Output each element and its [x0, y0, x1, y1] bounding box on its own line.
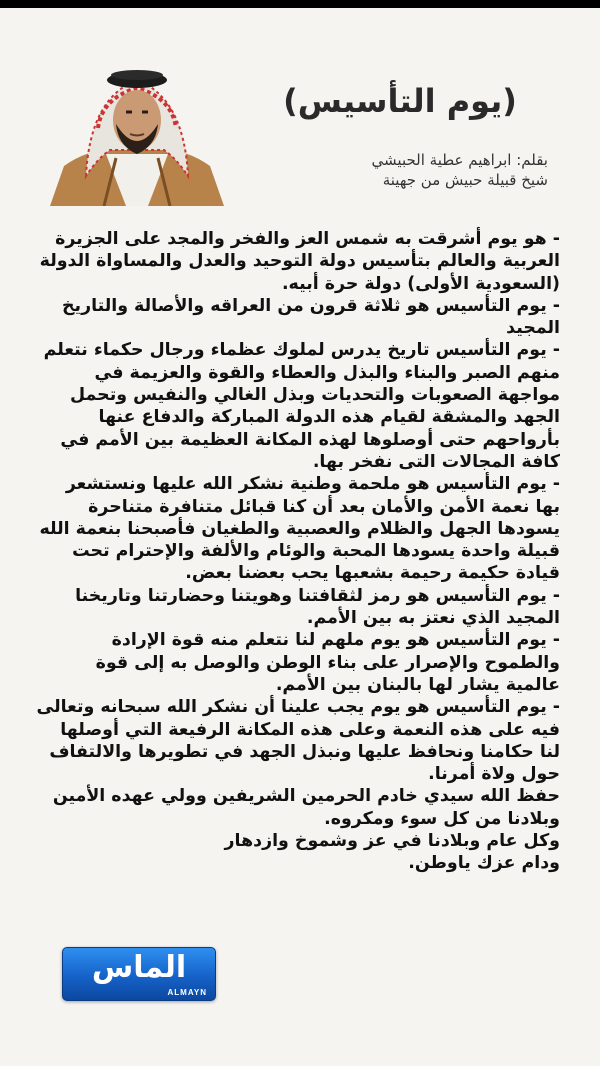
- logo-latin-text: ALMAYN: [167, 988, 207, 997]
- author-name: بقلم: ابراهيم عطية الحبيشي: [371, 151, 548, 169]
- article-paragraph: حفظ الله سيدي خادم الحرمين الشريفين وولي عهده الأمين وبلادنا من كل سوء ومكروه.: [52, 786, 560, 829]
- article-title: (يوم التأسيس): [283, 82, 517, 120]
- article-paragraph: - يوم التأسيس هو ثلاثة قرون من العراقه والأصالة والتاريخ المجيد: [62, 295, 560, 339]
- article-body: [36, 228, 560, 875]
- article-paragraph: - يوم التأسيس تاريخ يدرس لملوك عظماء ورجال حكماء نتعلم منهم الصبر والبناء والبذل والعطاء والقوة والعزيمة في مواجهة الصعوبات والتحديات وبذل الغالي والنفيس وتحمل الجهد والمشقة لقيام هذه الدولة المباركة والدفاع عنها بأرواحهم حتى أوصلوها لهذه المكانة العظيمة بين الأمم في كافة المجالات التى نفخر بها.: [43, 340, 560, 472]
- article-paragraph: ودام عزك ياوطن.: [408, 853, 560, 874]
- author-position: شيخ قبيلة حبيش من جهينة: [382, 171, 548, 189]
- author-byline: [248, 150, 548, 190]
- article-paragraph: - يوم التأسيس هو يوم ملهم لنا نتعلم منه قوة الإرادة والطموح والإصرار على بناء الوطن والوصل به إلى قوة عالمية يشار لها بالبنان بين الأمم.: [95, 630, 560, 695]
- article-paragraph: - يوم التأسيس هو رمز لثقافتنا وهويتنا وحضارتنا وتاريخنا المجيد الذي نعتز به بين الأمم.: [75, 585, 560, 629]
- article-paragraph: - يوم التأسيس هو يوم يجب علينا أن نشكر الله سبحانه وتعالى فيه على هذه النعمة وعلى هذه المكانة الرفيعة التي أوصلها لنا حكامنا ونحافظ عليها ونبذل الجهد في تطويرها والالتفاف حول ولاة أمرنا.: [36, 697, 560, 785]
- almayn-logo: [62, 947, 216, 1001]
- article-paragraph: - هو يوم أشرقت به شمس العز والفخر والمجد على الجزيرة العربية والعالم بتأسيس دولة التوحيد والعدل والمساواة الدولة (السعودية الأولى) دولة حرة أبيه.: [39, 229, 560, 294]
- author-portrait: [46, 58, 228, 206]
- article-paragraph: وكل عام وبلادنا في عز وشموخ وازدهار: [224, 831, 560, 852]
- top-bar: [0, 0, 600, 8]
- logo-arabic-text: الماس: [91, 950, 187, 985]
- article-paragraph: - يوم التأسيس هو ملحمة وطنية نشكر الله عليها ونستشعر بها نعمة الأمن والأمان بعد أن كنا قبائل متنافرة متناحرة يسودها الجهل والظلام والعصبية والطغيان فأصبحنا بنعمة الله قبيلة واحدة يسودها المحبة والوئام والألفة والإحترام تحت قيادة حكيمة رحيمة بشعبها يحب بعضنا بعض.: [39, 474, 560, 584]
